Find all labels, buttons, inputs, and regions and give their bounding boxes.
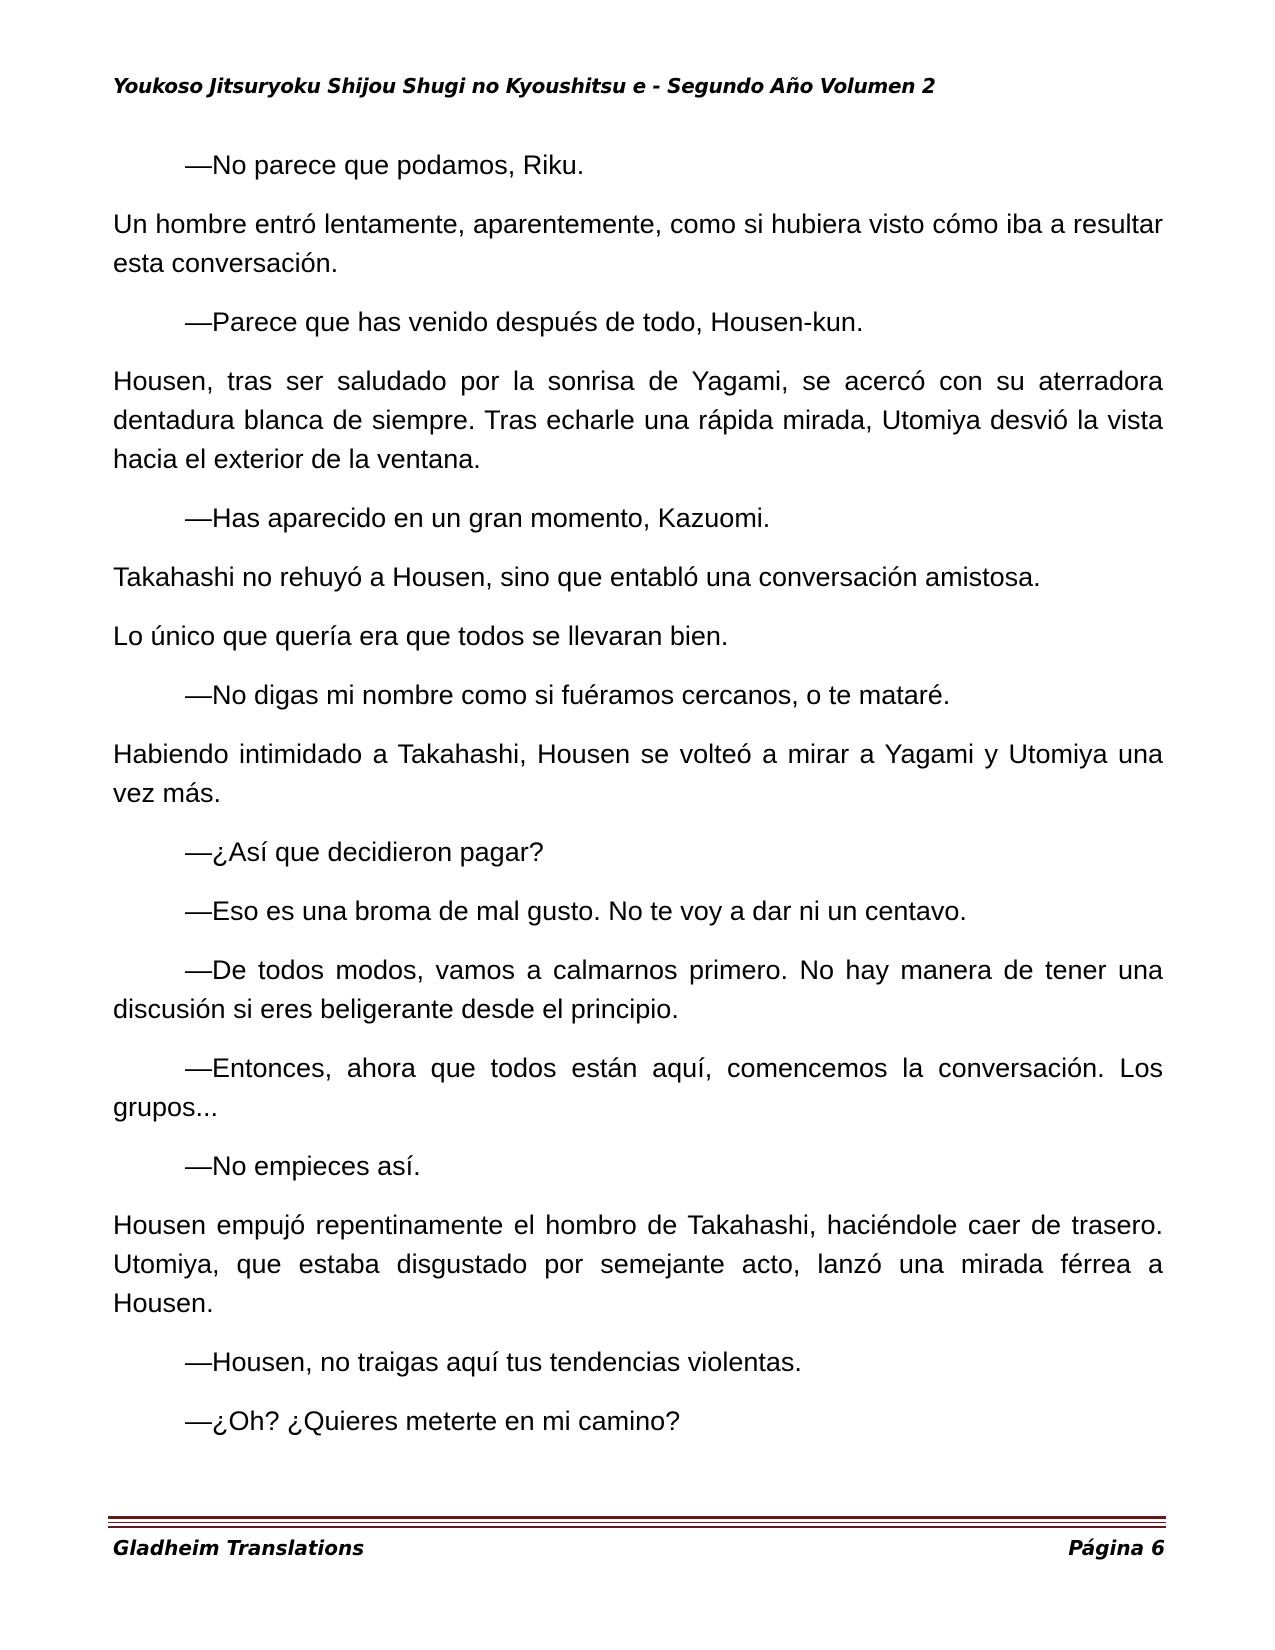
paragraph-2: Un hombre entró lentamente, aparentemente, como si hubiera visto cómo iba a resultar esta conversación. xyxy=(113,209,1163,278)
paragraph-9: Habiendo intimidado a Takahashi, Housen se volteó a mirar a Yagami y Utomiya una vez más. xyxy=(113,739,1163,808)
footer-rule-secondary xyxy=(108,1526,1166,1528)
paragraph-11: —Eso es una broma de mal gusto. No te voy a dar ni un centavo. xyxy=(185,896,967,926)
paragraph-16: —Housen, no traigas aquí tus tendencias violentas. xyxy=(185,1347,802,1377)
paragraph-12: —De todos modos, vamos a calmarnos primero. No hay manera de tener una discusión si eres beligerante desde el principio. xyxy=(113,955,1163,1024)
paragraph-17: —¿Oh? ¿Quieres meterte en mi camino? xyxy=(185,1406,681,1436)
footer-publisher: Gladheim Translations xyxy=(113,1536,365,1560)
paragraph-4: Housen, tras ser saludado por la sonrisa de Yagami, se acercó con su aterradora dentadura blanca de siempre. Tras echarle una rápida mirada, Utomiya desvió la vista hacia el exterior de la ventana. xyxy=(113,366,1163,474)
paragraph-8: —No digas mi nombre como si fuéramos cercanos, o te mataré. xyxy=(185,680,951,710)
paragraph-10: —¿Así que decidieron pagar? xyxy=(185,837,544,867)
paragraph-3: —Parece que has venido después de todo, Housen-kun. xyxy=(185,307,864,337)
page-number: Página 6 xyxy=(1068,1536,1165,1560)
paragraph-1: —No parece que podamos, Riku. xyxy=(185,150,585,180)
paragraph-13: —Entonces, ahora que todos están aquí, comencemos la conversación. Los grupos... xyxy=(113,1053,1163,1122)
paragraph-5: —Has aparecido en un gran momento, Kazuomi. xyxy=(185,503,771,533)
footer-rule xyxy=(108,1516,1166,1523)
running-header: Youkoso Jitsuryoku Shijou Shugi no Kyoushitsu e - Segundo Año Volumen 2 xyxy=(113,74,936,98)
paragraph-15: Housen empujó repentinamente el hombro de Takahashi, haciéndole caer de trasero. Utomiya, que estaba disgustado por semejante acto, lanzó una mirada férrea a Housen. xyxy=(113,1210,1163,1318)
page-body xyxy=(113,146,1163,1461)
paragraph-7: Lo único que quería era que todos se llevaran bien. xyxy=(113,621,729,651)
paragraph-6: Takahashi no rehuyó a Housen, sino que entabló una conversación amistosa. xyxy=(113,562,1041,592)
paragraph-14: —No empieces así. xyxy=(185,1151,421,1181)
